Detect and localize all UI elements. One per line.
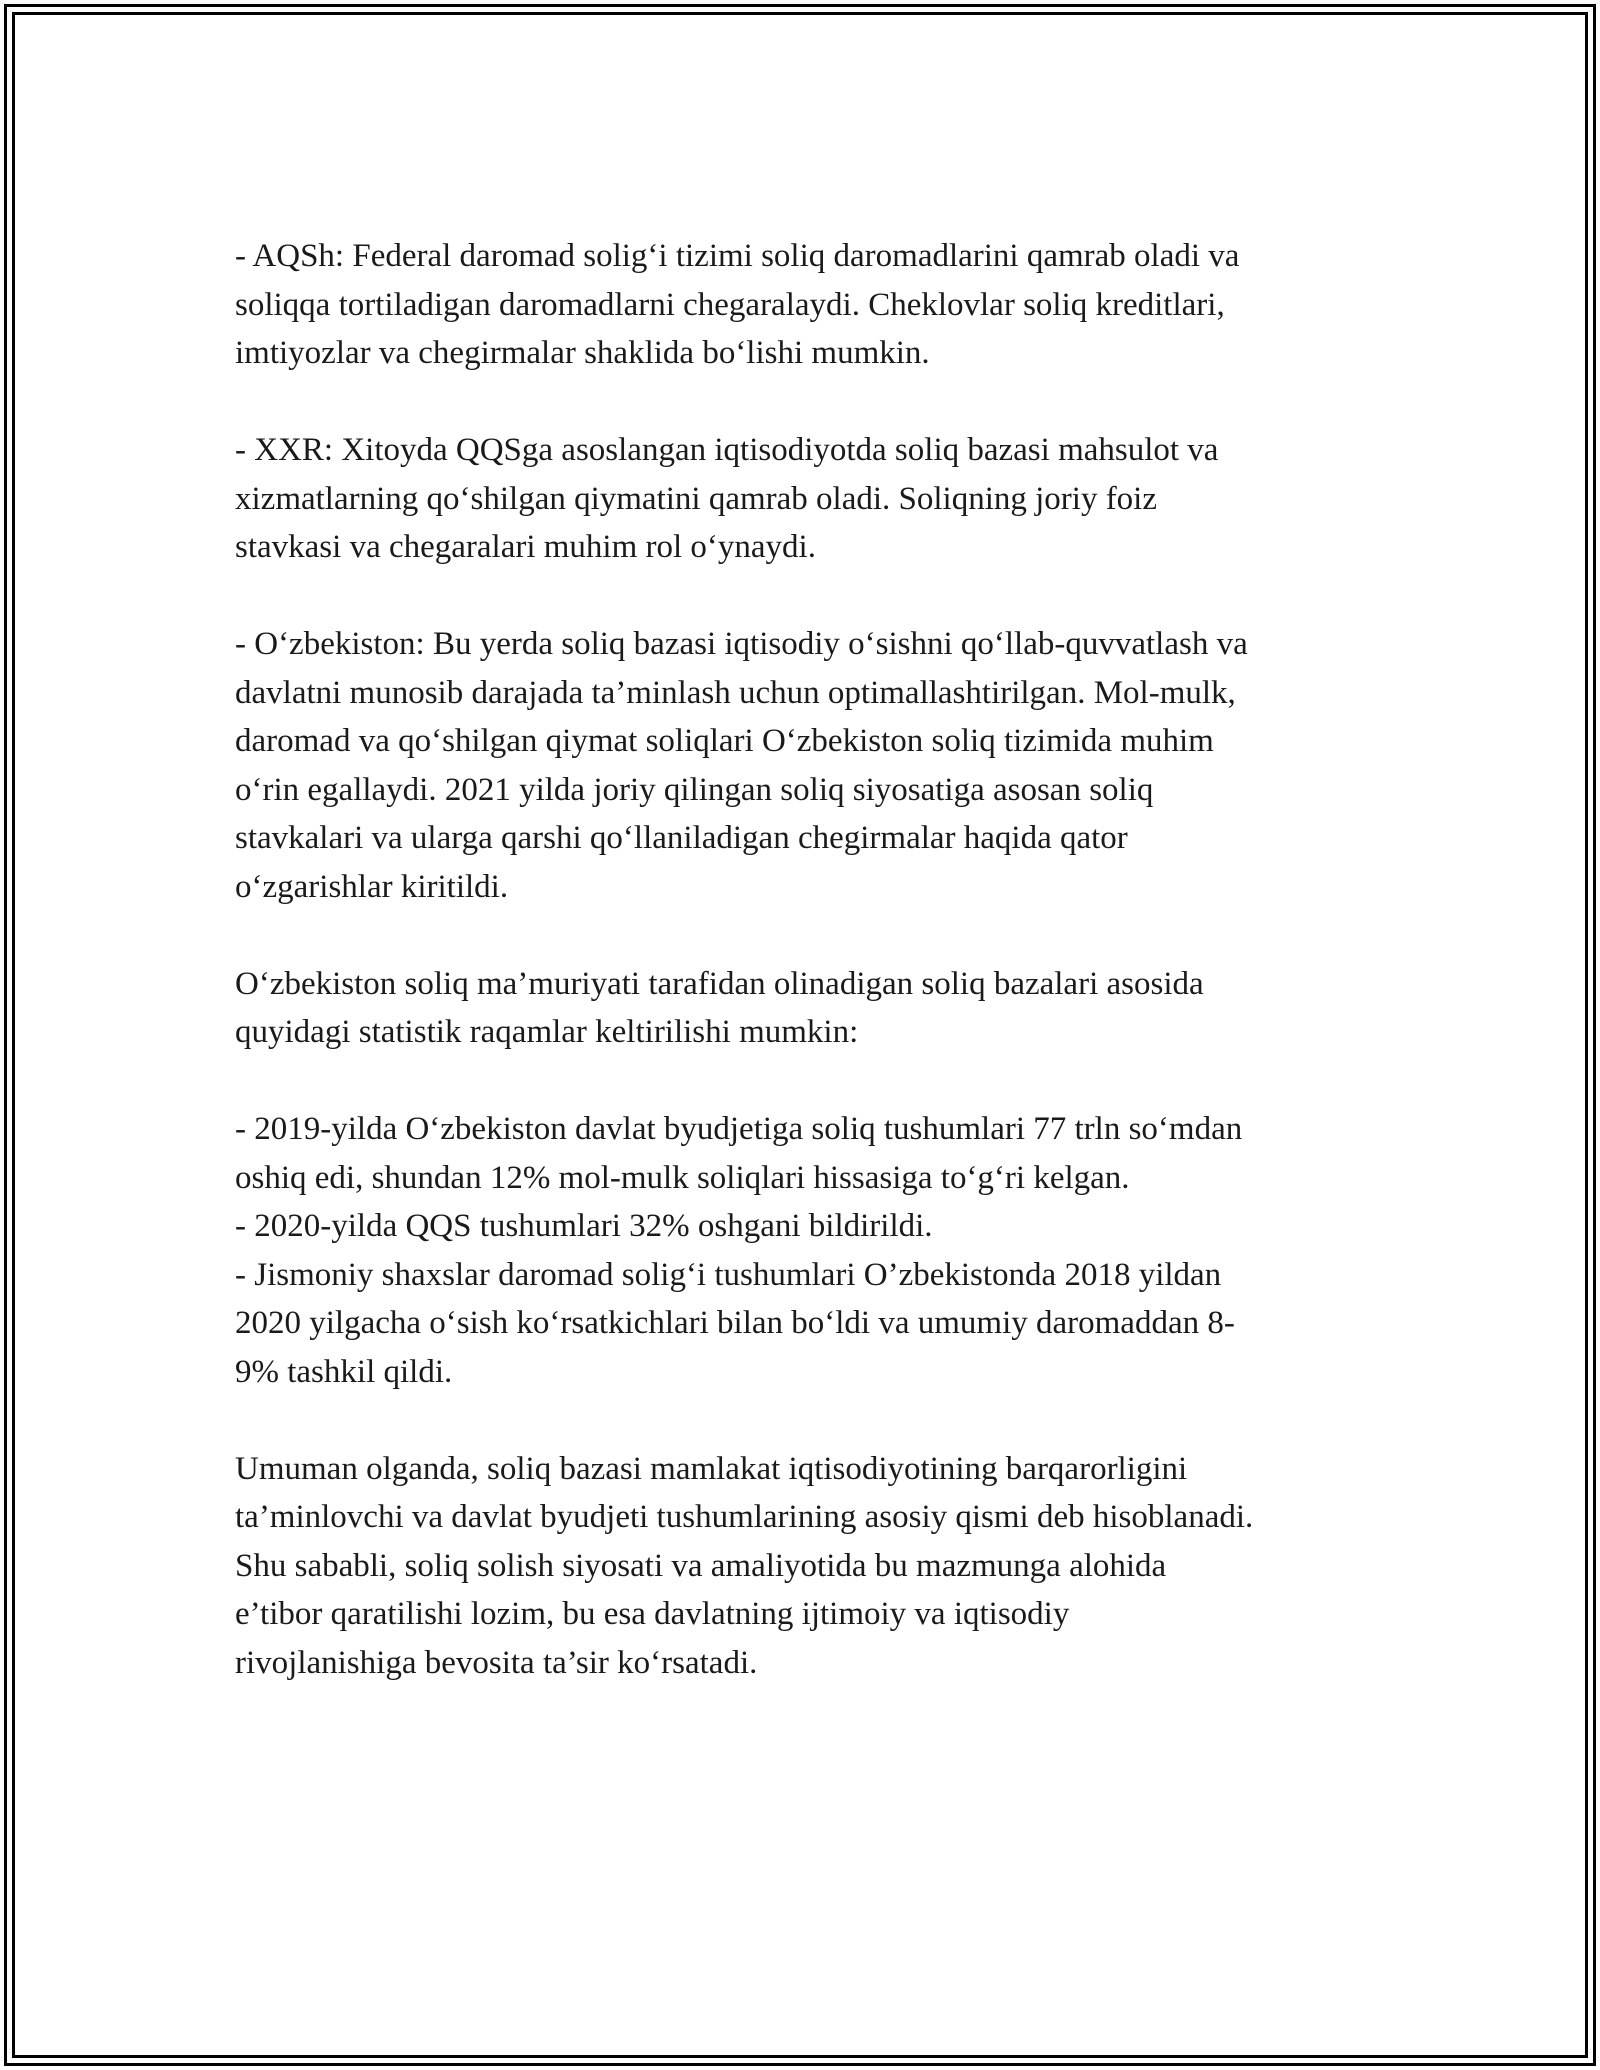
text-line: ta’minlovchi va davlat byudjeti tushumlarining asosiy qismi deb hisoblanadi. xyxy=(235,1499,1254,1535)
text-line: O‘zbekiston soliq ma’muriyati tarafidan olinadigan soliq bazalari asosida xyxy=(235,965,1204,1002)
text-line: oshiq edi, shundan 12% mol-mulk soliqlari hissasiga to‘g‘ri kelgan. xyxy=(235,1159,1130,1196)
text-line: stavkalari va ularga qarshi qo‘llaniladigan chegirmalar haqida qator xyxy=(235,820,1128,856)
paragraph-statistics-intro xyxy=(235,960,1375,1057)
paragraph-usa xyxy=(235,232,1375,378)
paragraph-uzbekistan xyxy=(235,620,1375,911)
text-line: rivojlanishiga bevosita ta’sir ko‘rsatadi. xyxy=(235,1644,758,1681)
text-line: imtiyozlar va chegirmalar shaklida bo‘lishi mumkin. xyxy=(235,335,930,371)
text-line: - AQSh: Federal daromad solig‘i tizimi soliq daromadlarini qamrab oladi va xyxy=(235,238,1240,274)
text-line: soliqqa tortiladigan daromadlarni chegaralaydi. Cheklovlar soliq kreditlari, xyxy=(235,286,1225,323)
document-body xyxy=(235,232,1375,1687)
paragraph-china xyxy=(235,426,1375,572)
text-line: - 2019-yilda O‘zbekiston davlat byudjetiga soliq tushumlari 77 trln so‘mdan xyxy=(235,1111,1243,1147)
text-line: o‘zgarishlar kiritildi. xyxy=(235,868,509,905)
text-line: davlatni munosib darajada ta’minlash uchun optimallashtirilgan. Mol-mulk, xyxy=(235,674,1236,711)
text-line: Umuman olganda, soliq bazasi mamlakat iqtisodiyotining barqarorligini xyxy=(235,1450,1188,1487)
text-line: 9% tashkil qildi. xyxy=(235,1353,453,1390)
text-line: - XXR: Xitoyda QQSga asoslangan iqtisodiyotda soliq bazasi mahsulot va xyxy=(235,432,1219,468)
text-line: - 2020-yilda QQS tushumlari 32% oshgani bildirildi. xyxy=(235,1208,933,1244)
text-line: 2020 yilgacha o‘sish ko‘rsatkichlari bilan bo‘ldi va umumiy daromaddan 8- xyxy=(235,1305,1235,1341)
text-line: xizmatlarning qo‘shilgan qiymatini qamrab oladi. Soliqning joriy foiz xyxy=(235,480,1158,517)
text-line: Shu sababli, soliq solish siyosati va amaliyotida bu mazmunga alohida xyxy=(235,1547,1167,1584)
text-line: quyidagi statistik raqamlar keltirilishi mumkin: xyxy=(235,1014,859,1050)
text-line: daromad va qo‘shilgan qiymat soliqlari O‘zbekiston soliq tizimida muhim xyxy=(235,723,1214,759)
paragraph-conclusion xyxy=(235,1445,1375,1688)
paragraph-statistics-list xyxy=(235,1105,1375,1396)
text-line: stavkasi va chegaralari muhim rol o‘ynaydi. xyxy=(235,529,816,565)
text-line: - Jismoniy shaxslar daromad solig‘i tushumlari O’zbekistonda 2018 yildan xyxy=(235,1256,1222,1293)
text-line: e’tibor qaratilishi lozim, bu esa davlatning ijtimoiy va iqtisodiy xyxy=(235,1596,1070,1632)
text-line: o‘rin egallaydi. 2021 yilda joriy qilingan soliq siyosatiga asosan soliq xyxy=(235,771,1154,808)
text-line: - O‘zbekiston: Bu yerda soliq bazasi iqtisodiy o‘sishni qo‘llab-quvvatlash va xyxy=(235,626,1248,662)
